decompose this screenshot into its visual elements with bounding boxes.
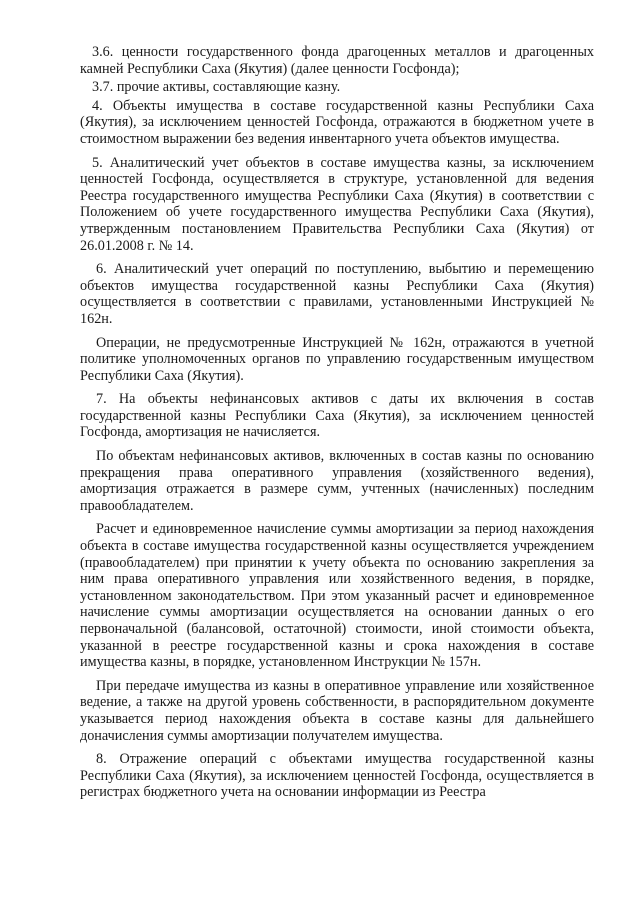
- paragraph-3-7: 3.7. прочие активы, составляющие казну.: [92, 79, 341, 96]
- paragraph-7-transfer: При передаче имущества из казны в оперативное управление или хозяйственное ведение, а также на другой уровень собственности, в распорядительном документе указывается период нахождения объекта в составе казны для дальнейшего доначисления суммы амортизации получателем имущества.: [80, 677, 594, 744]
- paragraph-7-depreciation-calc: Расчет и единовременное начисление суммы амортизации за период нахождения объекта в составе имущества государственной казны осуществляется учреждением (правообладателем) при принятии к учету объекта по основанию закрепления за ним права оперативного управления или хозяйственного ведения, в порядке, установленном законодательством. При этом указанный расчет и единовременное начисление суммы амортизации осуществляется на основании данных о его первоначальной (балансовой, остаточной) стоимости, иной стоимости объекта, указанной в реестре государственной казны и срока нахождения в составе имущества казны, в порядке, установленном Инструкции № 157н.: [80, 521, 594, 671]
- paragraph-7-nonfinancial: По объектам нефинансовых активов, включенных в состав казны по основанию прекращения права оперативного управления (хозяйственного ведения), амортизация отражается в размере сумм, учтенных (начисленных) последним правообладателем.: [80, 448, 594, 514]
- paragraph-6-operations: Операции, не предусмотренные Инструкцией № 162н, отражаются в учетной политике уполномоченных органов по управлению государственным имуществом Республики Саха (Якутия).: [80, 334, 594, 384]
- paragraph-8: 8. Отражение операций с объектами имущества государственной казны Республики Саха (Якутия), за исключением ценностей Госфонда, осуществляется в регистрах бюджетного учета на основании информации из Реестра: [80, 751, 594, 801]
- paragraph-4: 4. Объекты имущества в составе государственной казны Республики Саха (Якутия), за исключением ценностей Госфонда, отражаются в бюджетном учете в стоимостном выражении без ведения инвентарного учета объектов имущества.: [80, 97, 594, 147]
- paragraph-6: 6. Аналитический учет операций по поступлению, выбытию и перемещению объектов имущества государственной казны Республики Саха (Якутия) осуществляется в соответствии с правилами, установленными Инструкцией № 162н.: [80, 261, 594, 327]
- paragraph-7: 7. На объекты нефинансовых активов с даты их включения в состав государственной казны Республики Саха (Якутия), за исключением ценностей Госфонда, амортизация не начисляется.: [80, 391, 594, 441]
- paragraph-5: 5. Аналитический учет объектов в составе имущества казны, за исключением ценностей Госфонда, осуществляется в структуре, установленной для ведения Реестра государственного имущества Республики Саха (Якутия) в соответствии с Положением об учете государственного имущества Республики Саха (Якутия), утвержденным постановлением Правительства Республики Саха (Якутия) от 26.01.2008 г. № 14.: [80, 154, 594, 254]
- paragraph-3-6: 3.6. ценности государственного фонда драгоценных металлов и драгоценных камней Республики Саха (Якутия) (далее ценности Госфонда);: [80, 44, 594, 77]
